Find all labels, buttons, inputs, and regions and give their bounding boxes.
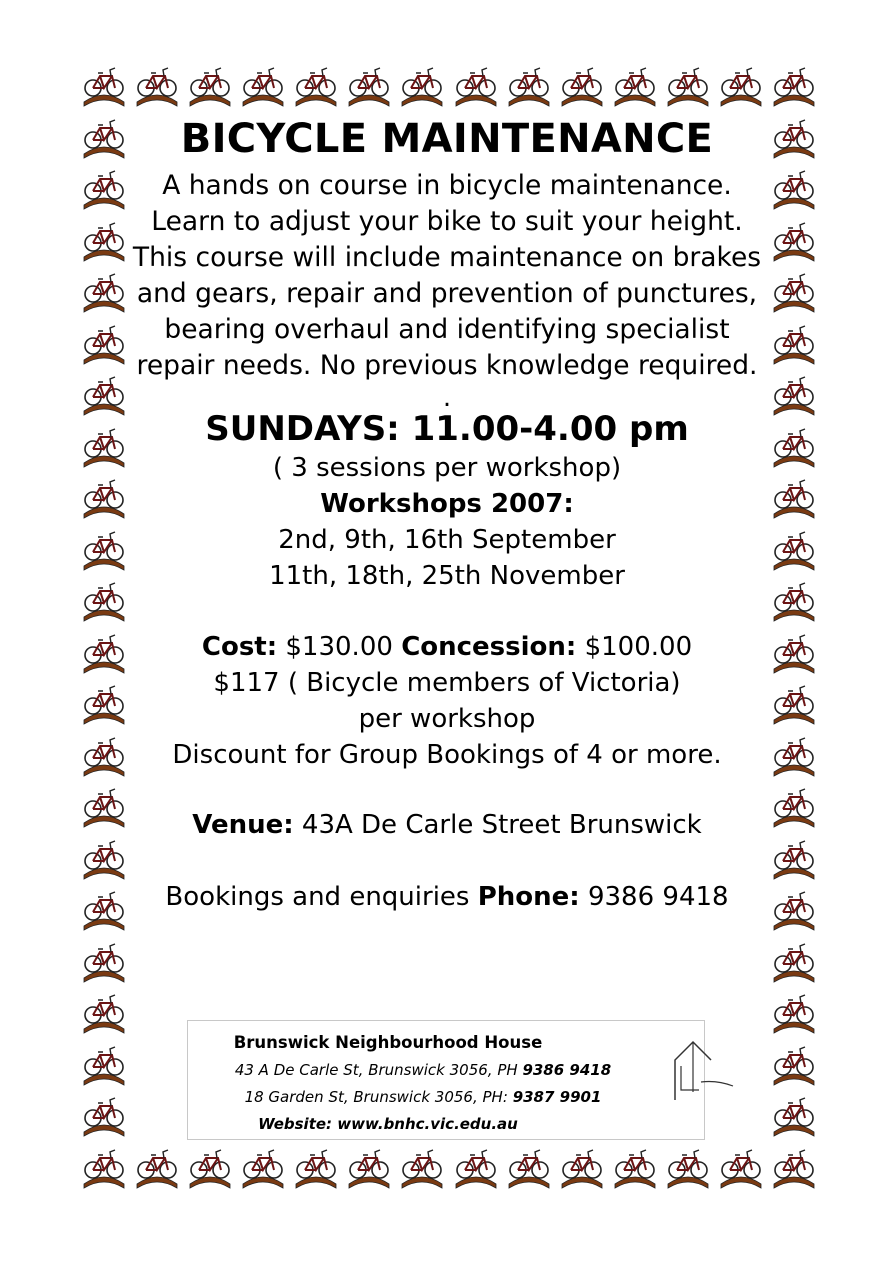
bicycle-icon [347,1140,391,1190]
bicycle-icon [135,1140,179,1190]
bicycle-icon [82,316,126,366]
cost-label: Cost: [201,632,278,662]
intro-line: repair needs. No previous knowledge required. [136,350,758,381]
bicycle-icon [772,213,816,263]
bicycle-icon [772,470,816,520]
bicycle-icon [82,110,126,160]
bicycle-icon [772,985,816,1035]
bicycle-icon [294,1140,338,1190]
bicycle-icon [613,1140,657,1190]
bicycle-icon [560,58,604,108]
bicycle-icon [772,728,816,778]
discount-note: Discount for Group Bookings of 4 or more. [172,740,722,770]
bicycle-icon [82,831,126,881]
workshops-heading: Workshops 2007: [320,489,574,519]
address-1-phone: 9386 9418 [522,1061,612,1079]
bicycle-icon [82,419,126,469]
separator-dot: . [442,383,452,413]
bicycle-icon [772,522,816,572]
intro-line: and gears, repair and prevention of punctures, [136,278,758,309]
concession-label: Concession: [401,632,577,662]
bicycle-icon [772,934,816,984]
workshop-dates: 2nd, 9th, 16th September [278,525,616,555]
bicycle-icon [507,1140,551,1190]
bicycle-icon [188,1140,232,1190]
bicycle-icon [82,470,126,520]
schedule-heading: SUNDAYS: 11.00-4.00 pm [205,409,689,449]
flyer-title: BICYCLE MAINTENANCE [180,116,714,162]
bicycle-icon [82,934,126,984]
bicycle-icon [719,58,763,108]
venue-value: 43A De Carle Street Brunswick [301,810,702,840]
bicycle-icon [82,625,126,675]
venue-line [130,807,764,843]
bicycle-icon [772,573,816,623]
address-1-text: 43 A De Carle St, Brunswick 3056, PH [234,1061,518,1079]
cost-line [130,629,764,665]
bicycle-icon [772,831,816,881]
bicycle-icon [719,1140,763,1190]
bookings-text: Bookings and enquiries [165,882,470,912]
intro-line: A hands on course in bicycle maintenance. [162,170,732,201]
bicycle-icon [772,367,816,417]
bicycle-icon [82,58,126,108]
bookings-line [130,879,764,915]
bicycle-icon [82,522,126,572]
bicycle-icon [188,58,232,108]
bicycle-icon [400,58,444,108]
bicycle-icon [82,161,126,211]
bicycle-icon [772,882,816,932]
address-line-1 [188,1061,658,1079]
bicycle-icon [82,882,126,932]
house-outline-icon [665,1030,745,1110]
bicycle-icon [82,728,126,778]
bicycle-icon [135,58,179,108]
bicycle-icon [772,676,816,726]
bicycle-icon [772,1140,816,1190]
sessions-note: ( 3 sessions per workshop) [272,453,622,483]
flyer-content [130,112,764,915]
bicycle-icon [454,58,498,108]
phone-value: 9386 9418 [587,882,729,912]
venue-label: Venue: [192,810,294,840]
bicycle-icon [772,316,816,366]
bicycle-icon [82,367,126,417]
phone-label: Phone: [477,882,580,912]
bicycle-icon [772,625,816,675]
website-line: Website: www.bnhc.vic.edu.au [258,1115,518,1133]
address-line-2 [188,1088,658,1106]
concession-value: $100.00 [584,632,693,662]
address-2-phone: 9387 9901 [512,1088,602,1106]
workshop-dates: 11th, 18th, 25th November [269,561,625,591]
intro-line: bearing overhaul and identifying specialist [164,314,730,345]
bicycle-icon [241,58,285,108]
bicycle-icon [613,58,657,108]
intro-line: Learn to adjust your bike to suit your height. [151,206,743,237]
bicycle-icon [347,58,391,108]
bicycle-icon [772,419,816,469]
bicycle-icon [772,779,816,829]
bicycle-icon [294,58,338,108]
bicycle-icon [82,676,126,726]
bicycle-icon [560,1140,604,1190]
bicycle-icon [82,213,126,263]
bicycle-icon [666,1140,710,1190]
member-price: $117 ( Bicycle members of Victoria) [213,668,681,698]
bicycle-icon [772,161,816,211]
organisation-info-box [187,1020,705,1140]
cost-value: $130.00 [285,632,393,662]
bicycle-icon [772,1037,816,1087]
organisation-name: Brunswick Neighbourhood House [233,1033,543,1052]
bicycle-icon [772,58,816,108]
bicycle-icon [400,1140,444,1190]
bicycle-icon [454,1140,498,1190]
bicycle-icon [772,1088,816,1138]
bicycle-icon [666,58,710,108]
intro-line: This course will include maintenance on brakes [132,242,762,273]
bicycle-icon [772,264,816,314]
bicycle-icon [82,985,126,1035]
per-workshop: per workshop [358,704,536,734]
bicycle-icon [82,573,126,623]
bicycle-icon [82,1088,126,1138]
bicycle-icon [82,1037,126,1087]
bicycle-icon [507,58,551,108]
bicycle-icon [82,264,126,314]
address-2-text: 18 Garden St, Brunswick 3056, PH: [244,1088,508,1106]
bicycle-icon [241,1140,285,1190]
bicycle-icon [772,110,816,160]
bicycle-icon [82,779,126,829]
bicycle-icon [82,1140,126,1190]
